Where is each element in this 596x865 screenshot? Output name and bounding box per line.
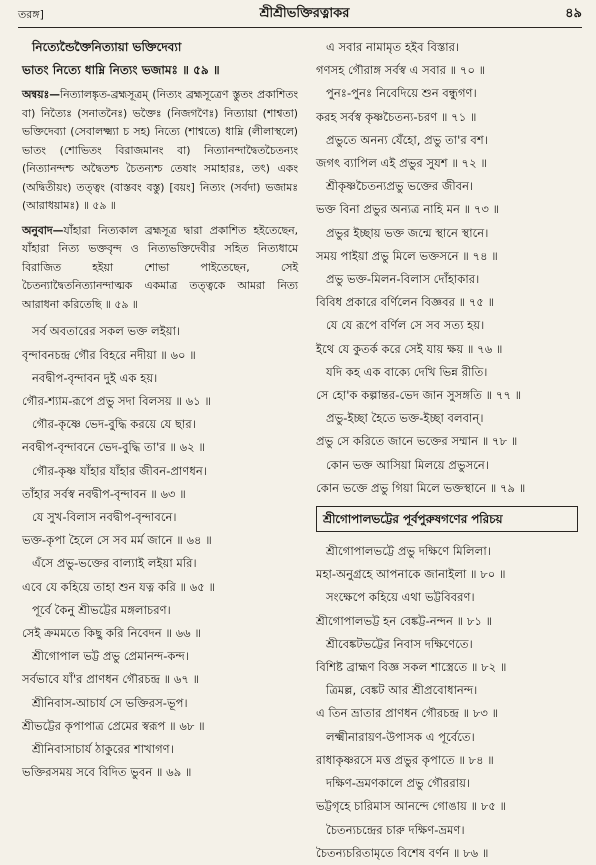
verse-line: দক্ষিণ-ভ্রমণকালে প্রভু গৌররায়।: [326, 776, 471, 791]
verse-line: বৃন্দাবনচন্দ্র গৌর বিহরে নদীয়া ॥ ৬০ ॥: [22, 347, 196, 362]
anuvad-text: যাঁহারা নিত্যকাল ব্রহ্মসূত্র দ্বারা প্রকাশিত হইতেছেন, যাঁহারা নিত্য ভক্তবৃন্দ ও নিত্যভক্তিদেবীর সহিত নিত্যধামে বিরাজিত হইয়া শোভা পাইতেছেন, সেই চৈতন্যাদ্বৈতনিত্যানন্দাত্মক একমাত্র তত্ত্বকে আমরা নিত্য আরাধনা করিতেছি ॥ ৫৯ ॥: [22, 223, 298, 311]
verse-line: সংক্ষেপে কহিয়ে এথা ভট্টবিবরণ।: [326, 590, 475, 605]
book-title: শ্রীশ্রীভক্তিরত্নাকর: [259, 6, 350, 21]
section-title: শ্রীগোপালভট্টের পূর্বপুরুষগণের পরিচয়: [316, 506, 578, 532]
anvaya-paragraph: [22, 86, 298, 216]
verse-line: সেই ক্রমমতে কিছু করি নিবেদন ॥ ৬৬ ॥: [22, 626, 201, 641]
verse-line: শ্রীকৃষ্ণচৈতন্যপ্রভু ভক্তের জীবন।: [326, 179, 474, 194]
page-header: [18, 6, 582, 28]
verse-line: প্রভুতে অনন্য যেঁহো, প্রভু তা'র বশ।: [326, 132, 488, 147]
verse-line: প্রভু সে করিতে জানে ভক্তের সম্মান ॥ ৭৮ ॥: [316, 434, 518, 449]
verse-line: ভক্তিরসময় সবে বিদিত ভুবন ॥ ৬৯ ॥: [22, 765, 192, 780]
verse-line: সর্বভাবে যাঁ'র প্রাণধন গৌরচন্দ্র ॥ ৬৭ ॥: [22, 672, 200, 687]
left-verse-list: [22, 320, 298, 784]
verse-line: শ্রীভট্টের কৃপাপাত্র প্রেমের স্বরূপ ॥ ৬৮ ॥: [22, 718, 205, 733]
verse-line: যদি কহ এক বাক্যে দেখি ভিন্ন রীতি।: [326, 364, 488, 379]
verse-line: নবদ্বীপ-বৃন্দাবন দুই এক হয়।: [32, 370, 158, 385]
verse-line: চৈতন্যচন্দ্রের চারু দক্ষিণ-ভ্রমণ।: [326, 822, 465, 837]
verse-line: প্রভু-ইচ্ছা হৈতে ভক্ত-ইচ্ছা বলবান্।: [326, 411, 484, 426]
verse-line: যে যে রূপে বর্ণিল সে সব সত্য হয়।: [326, 318, 485, 333]
verse-line: গণসহ গৌরাঙ্গ সর্বস্ব এ সবার ॥ ৭০ ॥: [316, 63, 486, 78]
verse-line: শ্রীবেঙ্কটভট্টের নিবাস দক্ষিণেতে।: [326, 636, 473, 651]
verse-line: পূর্বে কৈনু শ্রীভট্টের মঙ্গলাচরণ।: [32, 602, 171, 617]
verse-line: ভট্টগৃহে চারিমাস আনন্দে গোঙায় ॥ ৮৫ ॥: [316, 799, 507, 814]
verse-line: যে সুখ-বিলাস নবদ্বীপ-বৃন্দাবনে।: [32, 510, 177, 525]
anvaya-lead: অন্বয়ঃ—: [22, 88, 60, 102]
verse-line: গৌর-শ্যাম-রূপে প্রভু সদা বিলসয় ॥ ৬১ ॥: [22, 394, 211, 409]
verse-line: ভক্ত বিনা প্রভুর অন্যত্র নাহি মন ॥ ৭৩ ॥: [316, 202, 500, 217]
verse-line: শ্রীগোপালভট্টে প্রভু দক্ষিণে মিলিলা।: [326, 544, 491, 559]
verse-line: নবদ্বীপ-বৃন্দাবনে ভেদ-বুদ্ধি তা'র ॥ ৬২ ॥: [22, 440, 205, 455]
verse-line: করহ সর্বস্ব কৃষ্ণচৈতন্য-চরণ ॥ ৭১ ॥: [316, 109, 477, 124]
verse-line: কোন ভক্তে প্রভু গিয়া মিলে ভক্তস্থানে ॥ ৭৯ ॥: [316, 480, 526, 495]
verse-line: জগৎ ব্যাপিল এই প্রভুর সুযশ ॥ ৭২ ॥: [316, 156, 487, 171]
verse-line: ইথে যে কুতর্ক করে সেই যায় ক্ষয় ॥ ৭৬ ॥: [316, 341, 503, 356]
verse-line: প্রভুর ইচ্ছায় ভক্ত জন্মে স্থানে স্থানে।: [326, 225, 489, 240]
verse-line: শ্রীগোপালভট্ট হন বেঙ্কট্ট-নন্দন ॥ ৮১ ॥: [316, 613, 493, 628]
verse-line: গৌর-কৃষ্ণ যাঁহার যাঁহার জীবন-প্রাণধন।: [32, 463, 207, 478]
verse-line: শ্রীগোপাল ভট্ট প্রভু প্রেমানন্দ-কন্দ।: [32, 649, 189, 664]
verse-line: শ্রীনিবাস-আচার্য সে ভক্তিরস-ভূপ।: [32, 695, 188, 710]
left-column: [22, 36, 298, 788]
anvaya-text: নিত্যালঙ্কৃত-ব্রহ্মসূত্রম্ (নিত্যং ব্রহ্মসূত্রেণ স্তুতং প্রকাশিতং বা) নিত্যৈঃ (সনাতনৈঃ) ভক্তৈঃ (নিজগণৈঃ) নিত্যায়া (শাশ্বতা) ভক্তিদেব্যা (সেবালক্ষ্ম্যা চ সহ) নিত্যে (শাশ্বতে) ধাম্নি (লীলাস্থলে) ভাতং (শোভিতং বিরাজমানং বা) নিত্যানন্দাদ্বৈতচৈতন্যং (নিত্যানন্দশ্চ অদ্বৈতশ্চ চৈতন্যশ্চ তেষাং সমাহারঃ, তৎ) একং (অদ্বিতীয়ং) তত্ত্বং (বাস্তবং বস্তু) [বয়ং] নিত্যং (সর্বদা) ভজামঃ (আরাধয়ামঃ) ॥ ৫৯ ॥: [22, 88, 298, 213]
verse-line: বিশিষ্ট ব্রাহ্মণ বিজ্ঞ সকল শাস্ত্রেতে ॥ ৮২ ॥: [316, 660, 507, 675]
verse-line: চৈতন্যচরিতামৃতে বিশেষ বর্ণন ॥ ৮৬ ॥: [316, 845, 489, 860]
right-verse-list-b: [316, 540, 578, 865]
verse-line: গৌর-কৃষ্ণে ভেদ-বুদ্ধি করয়ে যে ছার।: [32, 417, 196, 432]
verse-line: লক্ষ্মীনারায়ণ-উপাসক এ পূর্বেতে।: [326, 729, 475, 744]
verse-line: সর্ব অবতারের সকল ভক্ত লইয়া।: [32, 324, 181, 339]
verse-line: তাঁহার সর্বস্ব নবদ্বীপ-বৃন্দাবন ॥ ৬৩ ॥: [22, 486, 186, 501]
verse-line: ত্রিমল্ল, বেঙ্কট আর শ্রীপ্রবোধানন্দ।: [326, 683, 478, 698]
page-number: ৪৯: [565, 6, 582, 21]
verse-line: এ তিন ভ্রাতার প্রাণধন গৌরচন্দ্র ॥ ৮৩ ॥: [316, 706, 499, 721]
verse-line: এ সবার নামামৃত হইব বিস্তার।: [326, 40, 460, 54]
chapter-label: তরঙ্গ]: [18, 8, 44, 21]
sanskrit-verse-line: নিত্যেন্ডৈক্তৈনিত্যায়া ভক্তিদেব্যা: [32, 40, 182, 54]
verse-line: মহা-অনুগ্রহে আপনাকে জানাইলা ॥ ৮০ ॥: [316, 567, 506, 582]
verse-line: সে হো'ক কল্পান্তর-ভেদ জান সুসঙ্গতি ॥ ৭৭ ॥: [316, 388, 522, 403]
verse-line: সময় পাইয়া প্রভু মিলে ভক্তসনে ॥ ৭৪ ॥: [316, 248, 498, 263]
verse-line: এঁসে প্রভু-ভক্তের বাল্যাই লইয়া মরি।: [32, 556, 197, 571]
verse-line: প্রভু ভক্ত-মিলন-বিলাস দোঁহাকার।: [326, 272, 480, 287]
verse-line: ভক্ত-কৃপা হৈলে সে সব মর্ম জানে ॥ ৬৪ ॥: [22, 533, 212, 548]
anuvad-lead: অনুবাদ—: [22, 223, 64, 237]
anuvad-paragraph: [22, 222, 298, 315]
right-verse-list-a: [316, 36, 578, 500]
verse-line: শ্রীনিবাসাচার্য ঠাকুরের শাখাগণ।: [32, 742, 174, 757]
verse-line: এবে যে কহিয়ে তাহা শুন যত্ন করি ॥ ৬৫ ॥: [22, 579, 216, 594]
verse-line: রাধাকৃষ্ণরসে মত্ত প্রভুর কৃপাতে ॥ ৮৪ ॥: [316, 752, 494, 767]
verse-line: পুনঃ-পুনঃ নিবেদিয়ে শুন বন্ধুগণ।: [326, 86, 477, 101]
verse-line: কোন ভক্ত আসিয়া মিলয়ে প্রভুসনে।: [326, 457, 489, 472]
right-column: [316, 36, 578, 860]
page-body: [22, 36, 578, 860]
sanskrit-verse-line: ভাতং নিত্যে ধাম্নি নিত্যং ভজামঃ ॥ ৫৯ ॥: [22, 63, 220, 78]
verse-line: বিবিধ প্রকারে বর্ণিলেন বিজ্ঞবর ॥ ৭৫ ॥: [316, 295, 495, 310]
